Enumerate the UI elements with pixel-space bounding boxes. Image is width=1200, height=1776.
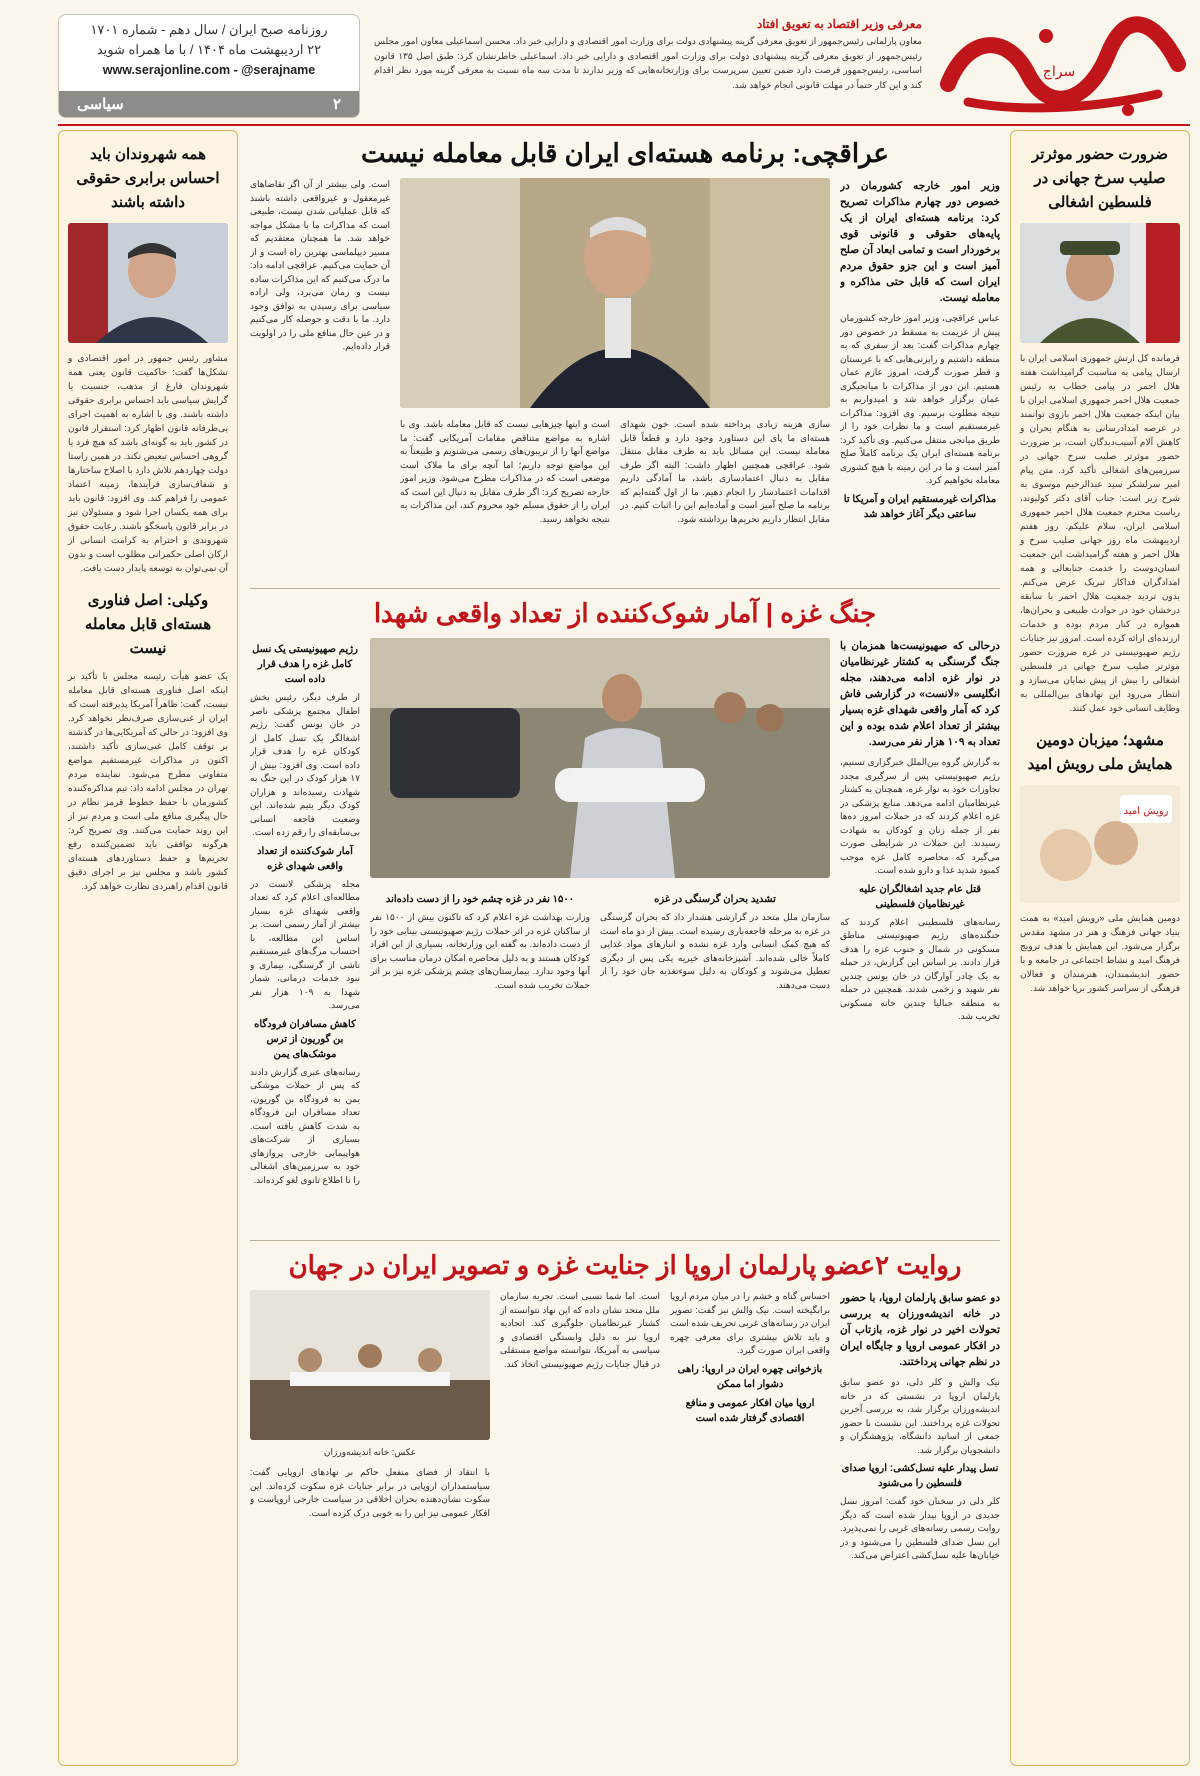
section-name: سیاسی [77,96,124,113]
right-column-title[interactable]: ضرورت حضور موثرتر صلیب سرخ جهانی در فلسطین اشغالی [1032,146,1168,211]
story2-headline[interactable]: جنگ غزه | آمار شوک‌کننده از تعداد واقعی شهدا [373,598,877,628]
story3-lead: دو عضو سابق پارلمان اروپا، با حضور در خانه اندیشه‌ورزان به بررسی تحولات اخیر در نوار غزه، بازتاب آن در افکار عمومی اروپا و جایگاه ایران در نظم جهانی پرداختند. [840,1292,1000,1368]
story3-col-right [840,1290,1000,1760]
issue-info-box [58,14,360,118]
brief-title: معرفی وزیر اقتصاد به تعویق افتاد [756,17,922,31]
left-column-title-2[interactable]: وکیلی: اصل فناوری هسته‌ای قابل معامله نیست [84,592,212,657]
story1-col-right [840,178,1000,578]
story1-body-c: است و اینها چیزهایی نیست که قابل معامله باشد. وی با اشاره به مواضع متناقض مقامات آمریکایی گفت: ما مواضع آنها را از تریبون‌های رسمی می‌شنویم و طبیعتاً به این مواضع توجه داریم؛ اما آنچه برای ما ملاک است موضعی است که در مذاکرات مطرح می‌شود. وزیر امور خارجه تصریح کرد: اگر طرف مقابل به دنبال این است که ایران را از حقوق مسلم خود محروم کند، این مذاکرات به نتیجه نخواهد رسید. [400,419,610,524]
story2-body-d: وزارت بهداشت غزه اعلام کرد که تاکنون بیش از ۱۵۰۰ نفر از ساکنان غزه در اثر حملات رژیم صهیونیستی بینایی خود را از دست داده‌اند. به گفته این وزارتخانه، بسیاری از این افراد کودکان هستند و به دلیل محاصره امکان درمان مناسب برای آنها وجود ندارد. بیمارستان‌های چشم پزشکی غزه نیز بر اثر حملات تخریب شده است. [370,912,590,990]
story3-subheading-a: نسل پیدار علیه نسل‌کشی: اروپا صدای فلسطین را می‌شنود [841,1463,999,1489]
story2-subheading-a: قتل عام جدید اشغالگران علیه غیرنظامیان فلسطینی [858,883,982,910]
story3-body-e: با انتقاد از فضای منفعل حاکم بر نهادهای اروپایی گفت: سیاستمداران اروپایی در برابر جنایات غزه سکوت کرده‌اند. این سکوت نشان‌دهنده بحران اخلاقی در سیاست خارجی اروپاست و افکار عمومی نیز این را به خوبی درک کرده است. [250,1467,490,1518]
araghchi-photo [400,178,830,408]
story1-body-d: است. ولی بیشتر از آن اگر تقاضاهای غیرمعقول و غیرواقعی داشته باشند که قابل عملیاتی شدن نیست، طبیعی است که مذاکرات ما با مشکل مواجه خواهد شد. ما همچنان معتقدیم که مسیر دیپلماسی بهترین راه است و از آن حمایت می‌کنیم. عراقچی ادامه داد: ما درک می‌کنیم که این مذاکرات ساده نیست و زمان می‌برد، ولی اراده سیاسی برای رسیدن به توافق وجود دارد. ما با دقت و حوصله کار می‌کنیم و در عین حال منافع ملی را در اولویت قرار داده‌ایم. [250,179,390,351]
story2-lead: درحالی که صهیونیست‌ها همزمان با جنگ گرسنگی به کشتار غیرنظامیان در نوار غزه ادامه می‌دهند، مجله انگلیسی «لانست» در گزارشی فاش کرد که آمار واقعی شهدای غزه بسیار بیشتر از تعداد اعلام شده بوده و این تعداد به ۱۰۹ هزار نفر می‌رسد. [840,640,1000,748]
advisor-photo [68,223,228,343]
story2-subheading-f: کاهش مسافران فرودگاه بن گوریون از ترس موشک‌های یمن [254,1018,356,1060]
story1-lead: وزیر امور خارجه کشورمان در خصوص دور چهارم مذاکرات تصریح کرد: برنامه هسته‌ای ایران از یک پایه‌های حقوقی و قانونی قوی برخوردار است و تمامی ابعاد آن صلح آمیز است و این جزو حقوق مردم ایران است که قابل حتی مذاکره و معامله نیست. [840,180,1000,304]
main-content [250,130,1000,1766]
story2-body-g: رسانه‌های عبری گزارش دادند که پس از حملات موشکی یمن به فرودگاه بن گوریون، تعداد مسافران این فرودگاه به شدت کاهش یافته است. بسیاری از شرکت‌های هواپیمایی خارجی پروازهای خود به سرزمین‌های اشغالی را تا اطلاع ثانوی لغو کرده‌اند. [250,1066,360,1185]
gaza-photo [370,638,830,878]
story2-body-e: از طرف دیگر، رئیس بخش اطفال مجتمع پزشکی ناصر در خان یونس گفت: رژیم اشغالگر یک نسل کامل از کودکان غزه را هدف قرار داده است. وی افزود: بیش از ۱۷ هزار کودک در این جنگ به شهادت رسیده‌اند و هزاران کودک دیگر یتیم شده‌اند. این وضعیت فاجعه انسانی بی‌سابقه‌ای را رقم زده است. [250,692,360,837]
right-column-title-2[interactable]: مشهد؛ میزبان دومین همایش ملی رویش امید [1027,732,1173,773]
right-column [1010,130,1190,1766]
poster-label: رویش امید [1123,806,1169,817]
story2-body-c: سازمان ملل متحد در گزارشی هشدار داد که بحران گرسنگی در غزه به مرحله فاجعه‌باری رسیده است. بیش از دو ماه است که هیچ کمک انسانی وارد غزه نشده و انبارهای مواد غذایی کاملاً خالی شده‌اند. آشپزخانه‌های خیریه یکی پس از دیگری تعطیل می‌شوند و کودکان به دلیل سوءتغذیه جان خود را از دست می‌دهند. [600,912,830,990]
story2-col-midleft [370,888,590,1238]
story2-subheading-e: آمار شوک‌کننده از تعداد واقعی شهدای غزه [257,845,353,872]
story-divider-1 [250,588,1000,589]
story3-subheading-c: اروپا میان افکار عمومی و منافع اقتصادی گرفتار شده است [685,1397,815,1424]
left-column-body-2: یک عضو هیأت رئیسه مجلس با تأکید بر اینکه اصل فناوری هسته‌ای قابل معامله نیست، گفت: ظاهراً آمریکا پذیرفته است که ایران از غنی‌سازی صرف‌نظر نخواهد کرد. وی افزود: در حالی که آمریکایی‌ها در گذشته بر توقف کامل غنی‌سازی تأکید داشتند، اکنون در مذاکرات غیرمستقیم مواضع متفاوتی مطرح می‌شود. نماینده مردم تهران در مجلس ادامه داد: تیم مذاکره‌کننده کشورمان با حفظ خطوط قرمز نظام در حال پیگیری منافع ملی است و مردم نیز از این روند حمایت می‌کنند. وی تصریح کرد: هرگونه توافقی باید تضمین‌کننده رفع تحریم‌ها و حفظ دستاوردهای هسته‌ای کشور باشد و مجلس نیز بر اجرای دقیق قانون اقدام راهبردی نظارت خواهد کرد. [68,671,228,891]
section-bar [59,91,359,117]
rouyesh-omid-poster [1020,785,1180,903]
right-column-body-2: دومین همایش ملی «رویش امید» به همت بنیاد جهانی فرهنگ و هنر در مشهد مقدس برگزار می‌شود. این همایش با هدف ترویج فرهنگ امید و نشاط اجتماعی در جامعه و با حضور اندیشمندان، هنرمندان و فعالان فرهنگی از سراسر کشور برپا خواهد شد. [1020,913,1180,993]
story1-subheading: مذاکرات غیرمستقیم ایران و آمریکا تا ساعتی دیگر آغاز خواهد شد [843,493,997,520]
story3-body-b: کلر دلی در سخنان خود گفت: امروز نسل جدیدی در اروپا بیدار شده است که دیگر روایت رسمی رسانه‌های غربی را نمی‌پذیرد. این نسل صدای فلسطین را می‌شنود و در خیابان‌ها علیه نسل‌کشی اعتراض می‌کند. [840,1496,1000,1560]
story3-col-left [250,1466,490,1760]
story1-headline[interactable]: عراقچی: برنامه هسته‌ای ایران قابل معامله نیست [361,138,889,168]
story2-col-left [250,638,360,1238]
website-line[interactable]: www.serajonline.com - @serajname [102,63,316,77]
story1-col-mid [400,418,610,578]
story1-col-left [250,178,390,578]
story2-body-b: رسانه‌های فلسطینی اعلام کردند که جنگنده‌های رژیم صهیونیستی مناطق مسکونی در شمال و جنوب غزه را هدف قرار دادند. بر اساس این گزارش، در حمله به یک چادر آوارگان در خان یونس چندین نفر شهید و زخمی شدند. همچنین در حمله به منطقه جبالیا چندین خانه مسکونی تخریب شد. [840,916,1000,1021]
page-number: ۲ [332,96,341,113]
brief-text: معاون پارلمانی رئیس‌جمهور از تعویق معرفی گزینه پیشنهادی دولت برای وزارت امور اقتصادی و دارایی خبر داد. محسن اسماعیلی معاون امور مجلس رئیس‌جمهور از تعویق معرفی گزینه پیشنهادی دولت برای وزارت امور اقتصادی و دارایی خبر داد. اسماعیلی خاطرنشان کرد: طبق اصل ۱۳۵ قانون اساسی، رئیس‌جمهور فرصت دارد ضمن تعیین سرپرست برای وزارتخانه‌هایی که وزیر ندارند تا مدت سه ماه نسبت به معرفی گزینه مورد نظر اقدام کند و این کار حتماً در مهلت قانونی انجام خواهد شد. [374,36,922,90]
story1-body-b: سازی هزینه زیادی پرداخته شده است. خون شهدای هسته‌ای ما پای این دستاورد وجود دارد و قطعاً قابل معامله نیست. این مسائل باید به طرف مقابل منتقل شود. عراقچی همچنین اظهار داشت: البته اگر طرف مقابل به دنبال اعتمادسازی باشد، ما آمادگی داریم اقدامات اعتمادساز را انجام دهیم. ما از اول گفته‌ایم که برنامه ما صلح آمیز است و آماده‌ایم این را اثبات کنیم. در مقابل انتظار داریم تحریم‌ها برداشته شود. [620,419,830,524]
story3-body-a: نیک والش و کلر دلی، دو عضو سابق پارلمان اروپا در نشستی که در خانه اندیشه‌ورزان برگزار شد، به بررسی آخرین تحولات غزه پرداختند. این نشست با حضور جمعی از اساتید دانشگاه، پژوهشگران و دانشجویان برگزار شد. [840,1377,1000,1455]
news-brief [374,14,922,118]
left-column-body: مشاور رئیس جمهور در امور اقتصادی و تشکل‌ها گفت: حاکمیت قانون یعنی همه شهروندان فارغ از مذهب، جنسیت یا گرایش سیاسی باید احساس برابری حقوقی داشته باشند. وی با اشاره به اهمیت اجرای بی‌طرفانه قانون اظهار کرد: استقرار قانون در کشور باید به گونه‌ای باشد که هیچ فرد یا گروهی احساس تبعیض نکند. در همین راستا دولت چهاردهم تلاش دارد با اصلاح ساختارها و شفاف‌سازی فرآیندها، زمینه اعتماد عمومی را فراهم کند. وی افزود: قانون باید برای همه یکسان اجرا شود و مسئولان نیز در برابر قانون پاسخگو باشند. رعایت حقوق شهروندی و احترام به کرامت انسانی از ارکان اصلی حکمرانی مطلوب است و بدون آن نمی‌توان به توسعه پایدار دست یافت. [68,353,228,573]
story2-body-a: به گزارش گروه بین‌الملل خبرگزاری تسنیم، رژیم صهیونیستی پس از سرگیری مجدد تجاوزات خود به نوار غزه، همچنان به کشتار غیرنظامیان ادامه می‌دهد. منابع پزشکی در غزه اعلام کردند که در حملات امروز ده‌ها نفر از جمله زنان و کودکان به شهادت رسیدند. این حملات در شرایطی صورت می‌گیرد که محاصره کامل غزه موجب کمبود شدید غذا و دارو شده است. [840,757,1000,875]
panel-photo [250,1290,490,1440]
army-commander-photo [1020,223,1180,343]
left-column-title[interactable]: همه شهروندان باید احساس برابری حقوقی داشته باشند [76,146,220,211]
story1-col-midright [620,418,830,578]
story3-subheading-b: بازخوانی چهره ایران در اروپا: راهی دشوار اما ممکن [677,1363,823,1390]
story2-body-f: مجله پزشکی لانست در مطالعه‌ای اعلام کرد که تعداد واقعی شهدای غزه بسیار بیشتر از آمار رسمی است. بر اساس این مطالعه، با احتساب مرگ‌های غیرمستقیم ناشی از گرسنگی، بیماری و نبود خدمات درمانی، شمار شهدا به ۱۰۹ هزار نفر می‌رسد. [250,878,360,1010]
story2-col-mid [600,888,830,1238]
story3-body-d: است. اما شما نسبی است. تجربه سازمان ملل متحد نشان داده که این نهاد نتوانسته از کشتار غیرنظامیان جلوگیری کند. اتحادیه اروپا نیز به دلیل وابستگی اقتصادی و سیاسی به آمریکا، نتوانسته مواضع مستقلی در قبال جنایات رژیم صهیونیستی اتخاذ کند. [500,1291,660,1369]
masthead [0,0,1200,124]
story3-col-midright [670,1290,830,1760]
left-column [58,130,238,1766]
story2-subheading-c: ۱۵۰۰ نفر در غزه چشم خود را از دست داده‌اند [385,894,575,905]
logo-text: سراج [1042,64,1076,80]
seraj-logo [928,14,1190,120]
right-column-body: فرمانده کل ارتش جمهوری اسلامی ایران با ارسال پیامی به مناسبت گرامیداشت هفته هلال احمر در پیامی خطاب به رئیس جمعیت هلال احمر جمهوری اسلامی ایران با بیان اینکه جمعیت هلال احمر بازوی توانمند در عرصه امدادرسانی به هنگام بحران و کاهش آلام آسیب‌دیدگان است، بر ضرورت حضور موثرتر صلیب سرخ جهانی در سرزمین‌های اشغالی تأکید کرد. متن پیام امیر سرلشکر سید عبدالرحیم موسوی به شرح زیر است: جناب آقای دکتر کولیوند، ریاست محترم جمعیت هلال احمر جمهوری اسلامی ایران، سلام علیکم. روز هفتم اردیبهشت ماه روز جهانی صلیب سرخ و هلال احمر و هفته گرامیداشت این جمعیت انسان‌دوست را خدمت جنابعالی و همه امدادگران فداکار تبریک عرض می‌کنم. بدون تردید جمعیت هلال احمر با سابقه درخشان خود در حوادث طبیعی و بحران‌ها، همواره در کنار مردم بوده و خدمات ارزنده‌ای ارائه کرده است. امروز نیز جنایات رژیم صهیونیستی در غزه ضرورت حضور موثرتر صلیب سرخ جهانی در فلسطین اشغالی را بیش از پیش نمایان می‌سازد و انتظار می‌رود این نهادهای بین‌المللی به وظایف انسانی خود عمل کنند. [1020,353,1180,713]
story2-subheading-b: تشدید بحران گرسنگی در غزه [654,894,776,905]
story2-col-right [840,638,1000,1238]
story1-body-a: عباس عراقچی، وزیر امور خارجه کشورمان پیش از عزیمت به مسقط در خصوص دور چهارم مذاکرات گفت: بعد از سفری که به منطقه داشتیم و رایزنی‌هایی که با عربستان و قطر صورت گرفت، امروز عازم عمان هستیم. این دور از مذاکرات با میانجیگری عمان برگزار خواهد شد و امیدواریم به نتیجه مطلوب برسیم. وی افزود: مذاکرات غیرمستقیم است و ما نظرات خود را از طریق میانجی منتقل می‌کنیم. وی تأکید کرد: برنامه هسته‌ای ایران یک برنامه کاملاً صلح آمیز است و ما در این زمینه با هیچ کشوری معامله نخواهیم کرد. [840,313,1000,485]
date-line: ۲۲ اردیبهشت ماه ۱۴۰۴ / با ما همراه شوید [96,42,322,57]
story3-col-mid [500,1290,660,1760]
story-divider-2 [250,1240,1000,1241]
masthead-divider [58,124,1190,126]
story3-headline[interactable]: روایت ۲عضو پارلمان اروپا از جنایت غزه و تصویر ایران در جهان [288,1250,962,1280]
panel-caption: عکس: خانه اندیشه‌ورزان [323,1447,417,1457]
story3-body-c: احساس گناه و خشم را در میان مردم اروپا برانگیخته است. نیک والش نیز گفت: تصویر ایران در رسانه‌های غربی تحریف شده است و باید تلاش بیشتری برای معرفی چهره واقعی ایران صورت گیرد. [670,1291,830,1355]
issue-line: روزنامه صبح ایران / سال دهم - شماره ۱۷۰۱ [90,22,328,37]
story2-subheading-d: رژیم صهیونیستی یک نسل کامل غزه را هدف قرار داده است [252,644,358,685]
